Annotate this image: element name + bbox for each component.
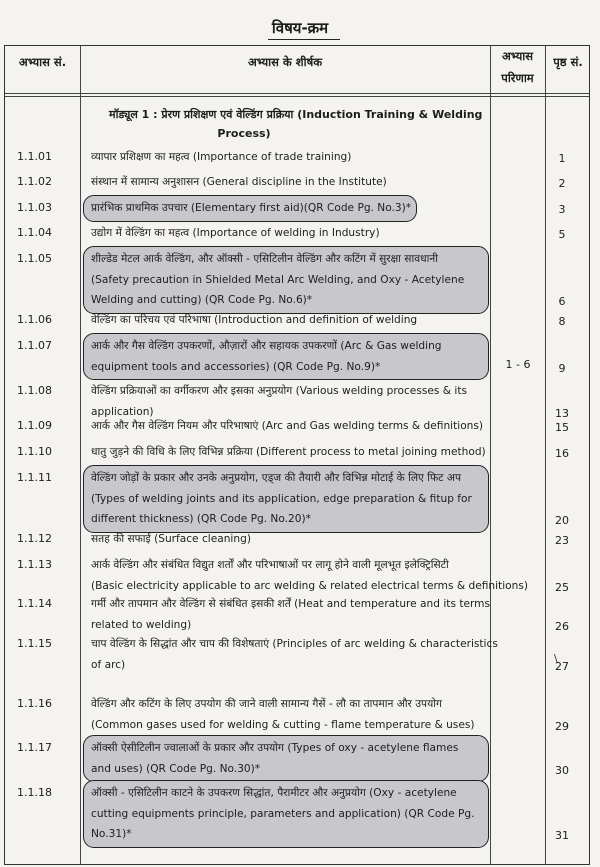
exercise-title-line: ऑक्सी - एसिटिलीन काटने के उपकरण सिद्धांत, पैरामीटर और अनुप्रयोग (Oxy - acetylene bbox=[91, 787, 457, 799]
exercise-title-line: उद्योग में वेल्डिंग का महत्व (Importance of welding in Industry) bbox=[91, 227, 380, 239]
exercise-page: 23 bbox=[555, 534, 569, 547]
exercise-title-line: वेल्डिंग प्रक्रियाओं का वर्गीकरण और इसका अनुप्रयोग (Various welding processes & its bbox=[91, 385, 468, 397]
exercise-page: 1 bbox=[558, 152, 566, 165]
exercise-title-line: of arc) bbox=[91, 658, 126, 671]
module-title bbox=[109, 105, 489, 143]
exercise-page: 25 bbox=[555, 580, 569, 594]
margin-mark: \ bbox=[554, 653, 558, 664]
exercise-number: 1.1.14 bbox=[17, 597, 52, 610]
exercise-title bbox=[91, 198, 491, 219]
exercise-title-line: (Types of welding joints and its application, edge preparation & fitup for bbox=[91, 492, 472, 505]
exercise-page: 16 bbox=[555, 447, 569, 460]
exercise-title-line: प्रारंभिक प्राथमिक उपचार (Elementary first aid)(QR Code Pg. No.3)* bbox=[91, 202, 412, 214]
exercise-title bbox=[91, 336, 491, 377]
exercise-title-line: गर्मी और तापमान और वेल्डिंग से संबंधित इसकी शर्तें (Heat and temperature and its terms bbox=[91, 598, 491, 610]
exercise-title bbox=[91, 416, 491, 437]
exercise-title bbox=[91, 172, 491, 193]
exercise-page: 26 bbox=[555, 619, 569, 633]
exercise-title-line: ऑक्सी ऐसीटिलीन ज्वालाओं के प्रकार और उपयोग (Types of oxy - acetylene flames bbox=[91, 742, 459, 754]
exercise-number: 1.1.03 bbox=[17, 201, 52, 214]
exercise-title-line: (Basic electricity applicable to arc welding & related electrical terms & definitions) bbox=[91, 579, 529, 592]
exercise-page: 15 bbox=[555, 421, 569, 434]
exercise-title bbox=[91, 529, 491, 550]
header-rule bbox=[5, 93, 589, 94]
header-outcome-line1: अभ्यास bbox=[502, 49, 533, 63]
exercise-title bbox=[91, 634, 498, 675]
exercise-number: 1.1.10 bbox=[17, 445, 52, 458]
exercise-title bbox=[91, 310, 491, 331]
exercise-title-line: वेल्डिंग जोड़ों के प्रकार और उनके अनुप्रयोग, एड्ज की तैयारी और विभिन्न मोटाई के लिए फिट अप bbox=[91, 472, 461, 484]
exercise-title-line: आर्क और गैस वेल्डिंग नियम और परिभाषाएं (Arc and Gas welding terms & definitions) bbox=[91, 420, 484, 432]
exercise-title-line: (Common gases used for welding & cutting - flame temperature & uses) bbox=[91, 718, 475, 731]
header-page-no: पृष्ठ सं. bbox=[553, 55, 583, 69]
exercise-title-line: सतह की सफाई (Surface cleaning) bbox=[91, 533, 251, 545]
exercise-title-line: आर्क और गैस वेल्डिंग उपकरणों, औज़ारों और सहायक उपकरणों (Arc & Gas welding bbox=[91, 340, 442, 352]
exercise-page: 6 bbox=[558, 295, 566, 308]
exercise-page: 13 bbox=[555, 406, 569, 420]
exercise-title bbox=[91, 555, 529, 596]
exercise-title-line: (Safety precaution in Shielded Metal Arc Welding, and Oxy - Acetylene bbox=[91, 273, 465, 286]
exercise-page: 5 bbox=[558, 228, 566, 241]
exercise-title-line: आर्क वेल्डिंग और संबंधित विद्युत शर्तों और परिभाषाओं पर लागू होने वाली मूलभूत इलेक्ट्रिसिटी bbox=[91, 559, 449, 571]
exercise-title-line: धातु जुड़ने की विधि के लिए विभिन्न प्रक्रिया (Different process to metal joining method) bbox=[91, 446, 486, 458]
exercise-number: 1.1.09 bbox=[17, 419, 52, 432]
exercise-title bbox=[91, 223, 491, 244]
exercise-title-line: वेल्डिंग और कटिंग के लिए उपयोग की जाने वाली सामान्य गैसें - लौ का तापमान और उपयोग bbox=[91, 698, 442, 710]
exercise-title-line: application) bbox=[91, 405, 154, 418]
exercise-title-line: Welding and cutting) (QR Code Pg. No.6)* bbox=[91, 294, 313, 306]
exercise-title-line: equipment tools and accessories) (QR Code Pg. No.9)* bbox=[91, 360, 381, 373]
exercise-title bbox=[91, 738, 491, 779]
exercise-number: 1.1.17 bbox=[17, 741, 52, 754]
outcome-range: 1 - 6 bbox=[505, 358, 531, 371]
exercise-page: 20 bbox=[555, 514, 569, 527]
title-underline bbox=[268, 39, 340, 40]
exercise-title bbox=[91, 249, 491, 311]
header-rule-double bbox=[5, 96, 589, 97]
module-title-line1: मॉड्यूल 1 : प्रेरण प्रशिक्षण एवं वेल्डिंग प्रक्रिया (Induction Training & Welding bbox=[109, 108, 483, 121]
exercise-title-line: व्यापार प्रशिक्षण का महत्व (Importance of trade training) bbox=[91, 151, 352, 163]
exercise-page: 29 bbox=[555, 719, 569, 733]
column-divider bbox=[80, 46, 81, 864]
exercise-number: 1.1.06 bbox=[17, 313, 52, 326]
exercise-title bbox=[91, 594, 491, 635]
exercise-number: 1.1.13 bbox=[17, 558, 52, 571]
exercise-title-line: संस्थान में सामान्य अनुशासन (General discipline in the Institute) bbox=[91, 176, 387, 188]
exercise-title-line: and uses) (QR Code Pg. No.30)* bbox=[91, 762, 261, 775]
exercise-page: 9 bbox=[558, 361, 566, 375]
exercise-title-line: चाप वेल्डिंग के सिद्धांत और चाप की विशेषताएं (Principles of arc welding & characteristics bbox=[91, 638, 498, 650]
exercise-title bbox=[91, 694, 491, 735]
exercise-number: 1.1.07 bbox=[17, 339, 52, 352]
exercise-page: 8 bbox=[558, 315, 566, 328]
exercise-number: 1.1.01 bbox=[17, 150, 52, 163]
module-title-line2: Process) bbox=[217, 127, 271, 140]
header-exercise-no: अभ्यास सं. bbox=[18, 55, 67, 69]
exercise-number: 1.1.11 bbox=[17, 471, 52, 484]
exercise-number: 1.1.18 bbox=[17, 786, 52, 799]
exercise-title bbox=[91, 442, 491, 463]
exercise-number: 1.1.02 bbox=[17, 175, 52, 188]
exercise-title bbox=[91, 783, 491, 845]
exercise-number: 1.1.08 bbox=[17, 384, 52, 397]
exercise-title-line: cutting equipments principle, parameters and application) (QR Code Pg. bbox=[91, 807, 475, 820]
contents-table bbox=[4, 45, 590, 865]
exercise-title-line: शील्डेड मेटल आर्क वेल्डिंग, और ऑक्सी - एसिटिलीन वेल्डिंग और कटिंग में सुरक्षा सावधानी bbox=[91, 253, 438, 265]
exercise-title bbox=[91, 147, 491, 168]
exercise-title-line: related to welding) bbox=[91, 618, 192, 631]
exercise-page: 2 bbox=[558, 177, 566, 190]
page-title: विषय-क्रम bbox=[271, 19, 329, 37]
exercise-title-line: वेल्डिंग का परिचय एवं परिभाषा (Introduction and definition of welding bbox=[91, 314, 418, 326]
header-outcome-line2: परिणाम bbox=[501, 71, 534, 85]
exercise-page: 3 bbox=[558, 203, 566, 216]
exercise-number: 1.1.12 bbox=[17, 532, 52, 545]
exercise-number: 1.1.16 bbox=[17, 697, 52, 710]
exercise-title-line: different thickness) (QR Code Pg. No.20)* bbox=[91, 513, 311, 525]
exercise-title-line: No.31)* bbox=[91, 828, 132, 840]
exercise-number: 1.1.15 bbox=[17, 637, 52, 650]
exercise-number: 1.1.05 bbox=[17, 252, 52, 265]
exercise-page: 27 bbox=[555, 659, 569, 673]
header-exercise-title: अभ्यास के शीर्षक bbox=[247, 55, 323, 69]
exercise-page: 30 bbox=[555, 763, 569, 777]
exercise-page: 31 bbox=[555, 829, 569, 842]
exercise-number: 1.1.04 bbox=[17, 226, 52, 239]
exercise-title bbox=[91, 468, 491, 530]
